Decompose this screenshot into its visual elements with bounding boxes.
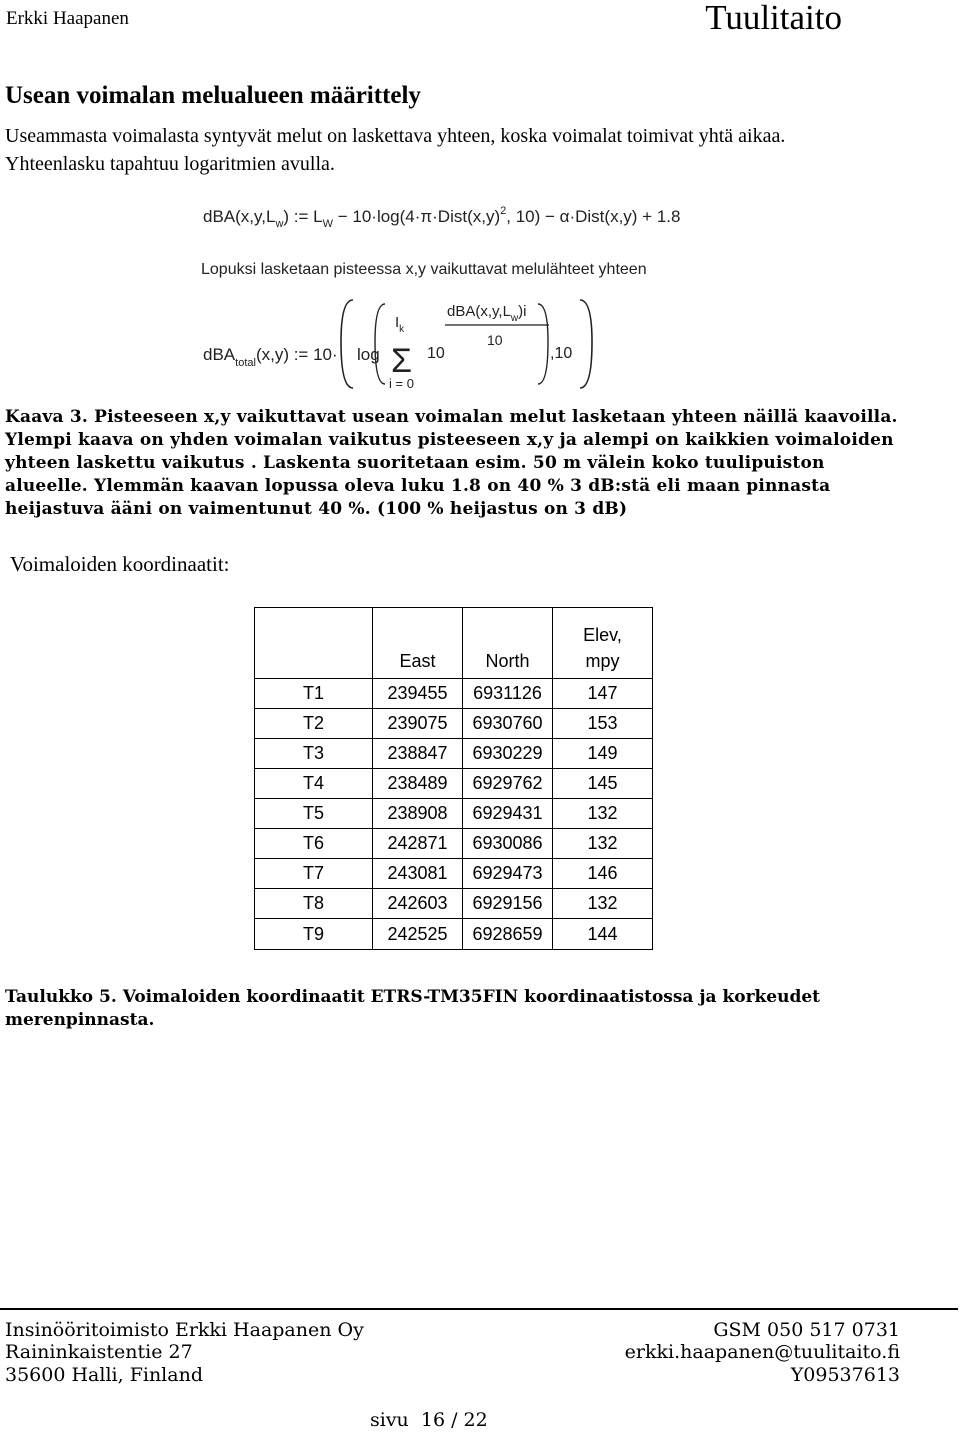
footer-business-id: Y09537613 (790, 1364, 900, 1386)
table-row (255, 739, 653, 769)
section-heading: Usean voimalan melualueen määrittely (5, 82, 421, 109)
header-brand: Tuulitaito (705, 0, 842, 37)
table-cell: 243081 (373, 859, 463, 889)
table-cell: 132 (553, 799, 653, 829)
elev-label: Elev, mpy (583, 625, 622, 671)
column-header-elev (553, 608, 653, 679)
inner-right-paren (538, 304, 548, 384)
table-cell: 149 (553, 739, 653, 769)
table-row (255, 919, 653, 950)
table-cell: 6929431 (463, 799, 553, 829)
table-row (255, 769, 653, 799)
table-cell: T7 (255, 859, 373, 889)
formula-line-3: dBA$_{total}$(x,y) := 10· (203, 345, 338, 369)
table-cell: T2 (255, 709, 373, 739)
table-cell: T8 (255, 889, 373, 919)
sum-sigma: Σ (391, 342, 413, 380)
footer-email: erkki.haapanen@tuulitaito.fi (624, 1341, 900, 1363)
table-cell: T9 (255, 919, 373, 950)
footer-company: Insinööritoimisto Erkki Haapanen Oy (5, 1319, 364, 1341)
table-cell: T4 (255, 769, 373, 799)
power-base: 10 (427, 345, 445, 362)
table-cell: T3 (255, 739, 373, 769)
table-cell: 238908 (373, 799, 463, 829)
table-cell: 242525 (373, 919, 463, 950)
table-row (255, 799, 653, 829)
table-row (255, 679, 653, 709)
table-caption: Taulukko 5. Voimaloiden koordinaatit ETRS-TM35FIN koordinaatistossa ja korkeudet merenpinnasta. (5, 987, 821, 1030)
exponent-denominator: 10 (487, 332, 503, 348)
table-cell: T5 (255, 799, 373, 829)
table-cell: 153 (553, 709, 653, 739)
footer-divider (0, 1308, 958, 1310)
table-cell: 147 (553, 679, 653, 709)
column-header: North (463, 608, 553, 679)
formula-image (195, 192, 735, 402)
table-cell: 146 (553, 859, 653, 889)
table-cell: 242871 (373, 829, 463, 859)
outer-right-paren (580, 300, 592, 388)
table-cell: T1 (255, 679, 373, 709)
table-cell: 6929473 (463, 859, 553, 889)
table-cell: 144 (553, 919, 653, 950)
table-cell: 239455 (373, 679, 463, 709)
footer-city: 35600 Halli, Finland (5, 1364, 203, 1386)
column-header: East (373, 608, 463, 679)
table-cell: 238847 (373, 739, 463, 769)
table-row (255, 859, 653, 889)
table-cell: 6930086 (463, 829, 553, 859)
table-cell: 242603 (373, 889, 463, 919)
footer-street: Raininkaistentie 27 (5, 1341, 193, 1363)
table-row (255, 709, 653, 739)
page-number: sivu 16 / 22 (370, 1409, 488, 1431)
table-cell: 145 (553, 769, 653, 799)
table-cell: 6929156 (463, 889, 553, 919)
header-author: Erkki Haapanen (6, 8, 129, 29)
intro-paragraph: Useammasta voimalasta syntyvät melut on laskettava yhteen, koska voimalat toimivat yhtä aikaa. Yhteenlasku tapahtuu logaritmien avulla. (5, 125, 786, 175)
table-row (255, 889, 653, 919)
table-cell: 238489 (373, 769, 463, 799)
table-cell: 239075 (373, 709, 463, 739)
table-row (255, 829, 653, 859)
sum-lower-limit: i = 0 (389, 376, 414, 391)
coords-heading: Voimaloiden koordinaatit: (10, 552, 230, 576)
log-text: log (357, 345, 380, 364)
formula-line-1: $dBA(x,y,L_w)$ := $L_W$ − $10\cdot\log(4\cdot\pi\cdot Dist(x,y)^2$, 10) − α·Dist(x,y) + 1.8 (203, 205, 681, 230)
table-cell: 6928659 (463, 919, 553, 950)
column-header (255, 608, 373, 679)
log-base-argument: ,10 (550, 345, 573, 362)
table-cell: 132 (553, 889, 653, 919)
outer-left-paren (341, 300, 353, 388)
inner-left-paren (375, 304, 385, 384)
sum-upper-limit: $I_k$ (395, 314, 405, 335)
formula-caption: Kaava 3. Pisteeseen x,y vaikuttavat usean voimalan melut lasketaan yhteen näillä kaavoilla. Ylempi kaava on yhden voimalan vaikutus pisteeseen x,y ja alempi on kaikkien voimaloiden yhteen laskettu vaikutus . Laskenta suoritetaan esim. 50 m välein koko tuulipuiston alueelle. Ylemmän kaavan lopussa oleva luku 1.8 on 40 % 3 dB:stä eli maan pinnasta heijastuva ääni on vaimentunut 40 %. (100 % heijastus on 3 dB) (5, 407, 898, 519)
footer-phone: GSM 050 517 0731 (713, 1319, 900, 1341)
table-cell: 6931126 (463, 679, 553, 709)
table-cell: 132 (553, 829, 653, 859)
coords-table (254, 607, 653, 950)
table-cell: 6929762 (463, 769, 553, 799)
table-header-row (255, 608, 653, 679)
formula-line-2: Lopuksi lasketaan pisteessa x,y vaikuttavat melulähteet yhteen (201, 261, 647, 278)
table-cell: 6930229 (463, 739, 553, 769)
table-cell: T6 (255, 829, 373, 859)
table-cell: 6930760 (463, 709, 553, 739)
exponent-numerator: $dBA(x,y,L_w)i$ (447, 303, 527, 324)
